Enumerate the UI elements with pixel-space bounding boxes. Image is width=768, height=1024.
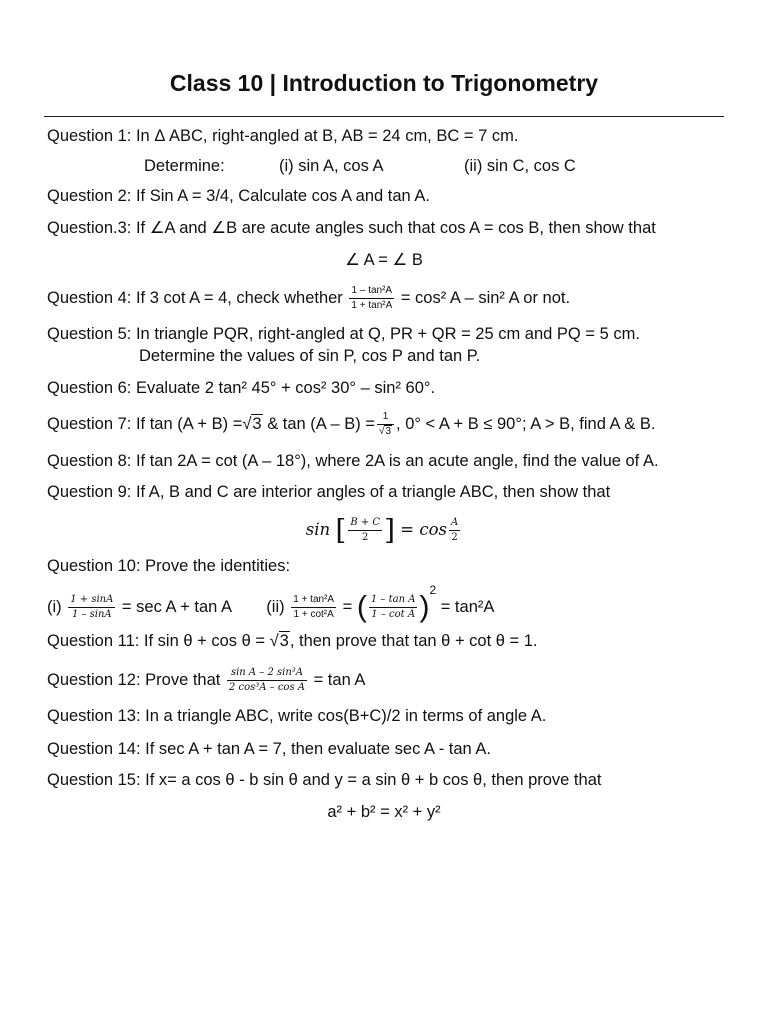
question-10-ii-exponent: 2 bbox=[429, 583, 437, 597]
question-12-numerator: sin A – 2 sin³A bbox=[227, 668, 307, 681]
question-7-text: Question 7: If tan (A + B) = bbox=[47, 414, 243, 433]
question-7-numerator: 1 bbox=[377, 412, 394, 425]
left-paren: ( bbox=[356, 590, 367, 624]
question-9-right-fraction bbox=[449, 518, 460, 543]
question-15-equation: a² + b² = x² + y² bbox=[327, 803, 441, 821]
question-9-left-numerator: B + C bbox=[348, 518, 382, 531]
question-10-part-ii: (ii) bbox=[266, 598, 285, 616]
question-7-denominator: √3 bbox=[378, 426, 392, 437]
question-7-fraction bbox=[377, 412, 394, 437]
question-12-rest: = tan A bbox=[309, 671, 366, 689]
question-9-left-fraction bbox=[348, 518, 382, 543]
question-9: Question 9: If A, B and C are interior angles of a triangle ABC, then show that bbox=[47, 483, 611, 501]
sqrt-symbol: √ bbox=[269, 632, 279, 650]
question-7 bbox=[47, 412, 655, 437]
title-divider bbox=[44, 116, 724, 117]
question-7-middle: & tan (A – B) = bbox=[262, 414, 375, 433]
question-10-ii-fraction bbox=[291, 595, 336, 620]
question-10-identities bbox=[47, 583, 495, 624]
question-4 bbox=[47, 286, 570, 311]
question-7-root: 3 bbox=[252, 414, 262, 433]
question-12-fraction bbox=[227, 668, 307, 693]
question-9-right-denominator: 2 bbox=[451, 532, 458, 543]
right-bracket: ] bbox=[384, 513, 396, 547]
question-1-part-ii: (ii) sin C, cos C bbox=[464, 157, 576, 175]
question-1-determine: Determine: bbox=[144, 157, 225, 175]
question-10-ii-paren-numerator: 1 – tan A bbox=[369, 595, 418, 608]
question-10-i-fraction bbox=[68, 595, 115, 620]
question-1-part-i: (i) sin A, cos A bbox=[279, 157, 384, 175]
sqrt-symbol: √ bbox=[242, 414, 252, 433]
question-9-equation bbox=[0, 512, 768, 548]
question-8: Question 8: If tan 2A = cot (A – 18°), where 2A is an acute angle, find the value of A. bbox=[47, 452, 659, 470]
question-1: Question 1: In Δ ABC, right-angled at B, AB = 24 cm, BC = 7 cm. bbox=[47, 127, 519, 145]
question-9-right-numerator: A bbox=[449, 518, 460, 531]
question-10-ii-paren-denominator: 1 – cot A bbox=[371, 609, 416, 621]
question-9-sin: sin bbox=[305, 520, 331, 539]
question-2: Question 2: If Sin A = 3/4, Calculate cos A and tan A. bbox=[47, 187, 430, 205]
question-12-denominator: 2 cos³A – cos A bbox=[228, 682, 305, 694]
question-10-i-rhs: = sec A + tan A bbox=[117, 598, 232, 616]
question-11-root: 3 bbox=[279, 632, 289, 650]
question-11-rest: , then prove that tan θ + cot θ = 1. bbox=[289, 632, 538, 650]
question-4-text: Question 4: If 3 cot A = 4, check whether bbox=[47, 288, 348, 307]
question-11 bbox=[47, 631, 538, 651]
question-10-ii-denominator: 1 + cot²A bbox=[293, 609, 334, 621]
question-5-line-2: Determine the values of sin P, cos P and tan P. bbox=[139, 347, 481, 365]
question-10: Question 10: Prove the identities: bbox=[47, 557, 291, 575]
question-14: Question 14: If sec A + tan A = 7, then evaluate sec A - tan A. bbox=[47, 740, 491, 758]
question-4-numerator: 1 – tan²A bbox=[349, 286, 394, 299]
page-title: Class 10 | Introduction to Trigonometry bbox=[169, 70, 599, 96]
question-10-i-numerator: 1 + sinA bbox=[68, 595, 115, 608]
question-7-rest: , 0° < A + B ≤ 90°; A > B, find A & B. bbox=[396, 414, 656, 433]
question-3: Question.3: If ∠A and ∠B are acute angles such that cos A = cos B, then show that bbox=[47, 219, 656, 237]
question-6: Question 6: Evaluate 2 tan² 45° + cos² 30° – sin² 60°. bbox=[47, 379, 436, 397]
question-7-denominator-root: 3 bbox=[385, 426, 392, 437]
left-bracket: [ bbox=[335, 513, 347, 547]
question-12 bbox=[47, 668, 365, 693]
question-9-rhs: = cos bbox=[400, 520, 447, 539]
right-paren: ) bbox=[419, 590, 430, 624]
question-10-i-denominator: 1 – sinA bbox=[71, 609, 112, 621]
question-12-text: Question 12: Prove that bbox=[47, 671, 225, 689]
question-13: Question 13: In a triangle ABC, write cos(B+C)/2 in terms of angle A. bbox=[47, 707, 547, 725]
question-11-text: Question 11: If sin θ + cos θ = bbox=[47, 632, 270, 650]
question-10-ii-paren-fraction bbox=[369, 595, 418, 620]
question-10-ii-rhs: = tan²A bbox=[436, 598, 495, 616]
question-5: Question 5: In triangle PQR, right-angled at Q, PR + QR = 25 cm and PQ = 5 cm. bbox=[47, 325, 640, 343]
question-10-ii-equals: = bbox=[338, 598, 357, 616]
question-4-denominator: 1 + tan²A bbox=[351, 300, 393, 311]
question-4-fraction bbox=[349, 286, 394, 311]
question-4-rest: = cos² A – sin² A or not. bbox=[396, 288, 571, 307]
question-15: Question 15: If x= a cos θ - b sin θ and y = a sin θ + b cos θ, then prove that bbox=[47, 771, 602, 789]
question-9-left-denominator: 2 bbox=[362, 532, 369, 543]
question-10-part-i: (i) bbox=[47, 598, 62, 616]
question-3-equation: ∠ A = ∠ B bbox=[345, 251, 423, 269]
question-10-ii-numerator: 1 + tan²A bbox=[291, 595, 336, 608]
